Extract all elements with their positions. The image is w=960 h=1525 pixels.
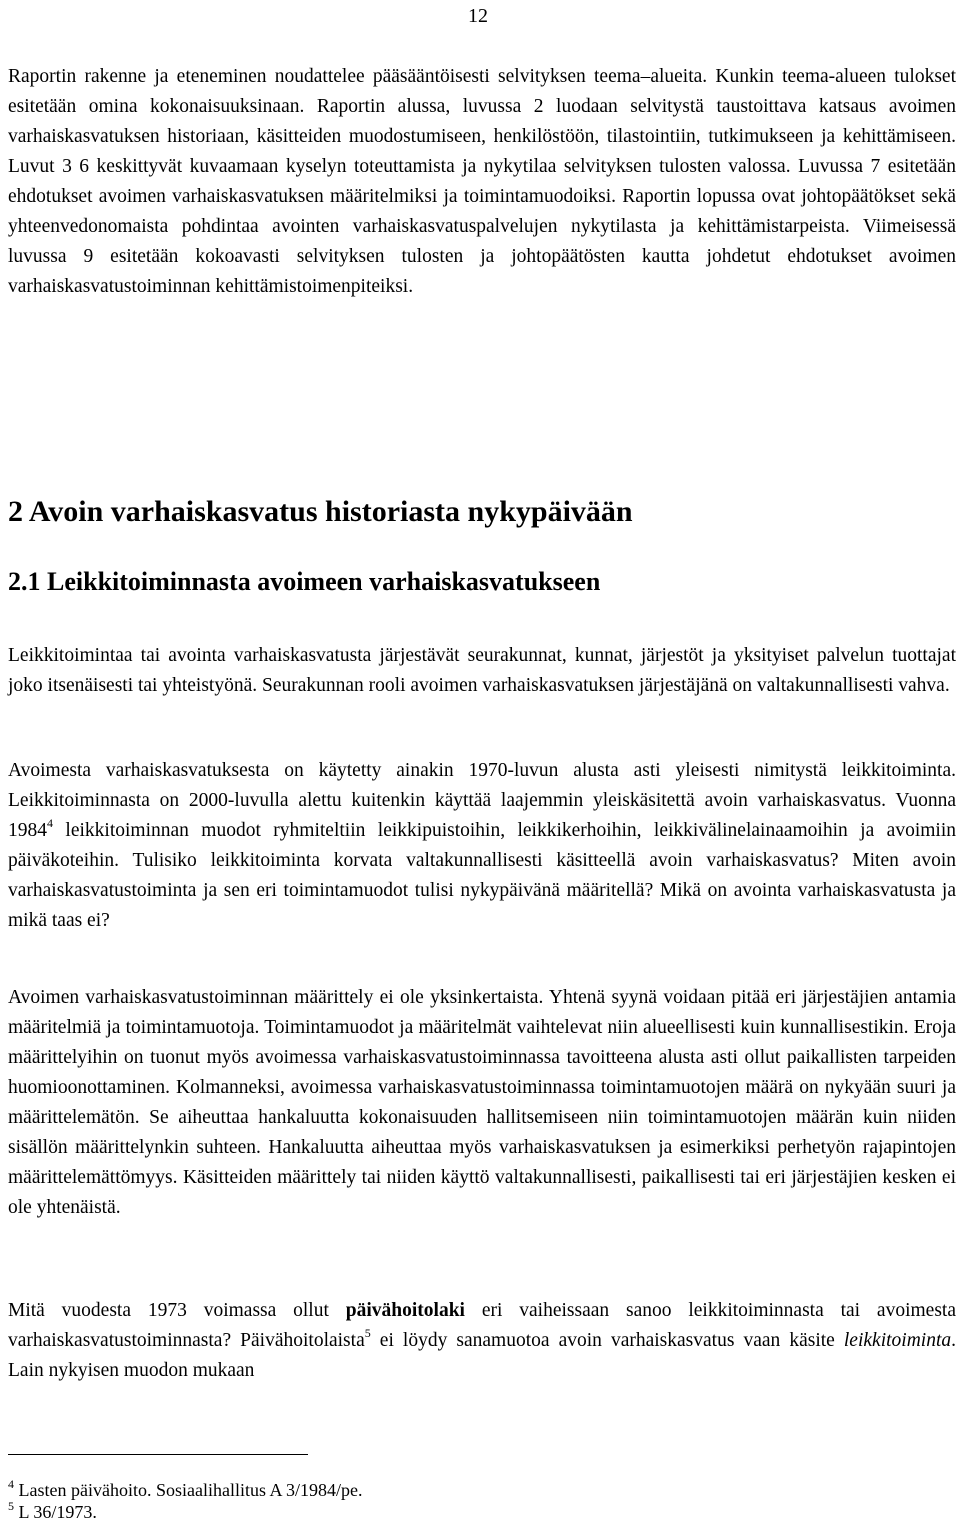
footnote-mark: 4	[8, 1477, 14, 1491]
footnote-reference: 5	[364, 1326, 371, 1340]
chapter-heading: 2 Avoin varhaiskasvatus historiasta nykypäivään	[8, 495, 633, 528]
section-paragraph-3: Avoimen varhaiskasvatustoiminnan määrittely ei ole yksinkertaista. Yhtenä syynä voidaan pitää eri järjestäjien antamia määritelmiä ja toimintamuotoja. Toimintamuodot ja määritelmät vaihtelevat niin alueellisesti kuin kunnallisestikin. Eroja määrittelyihin on tuonut myös avoimessa varhaiskasvatustoiminnassa tavoitteena alusta asti ollut paikallisten tarpeiden huomioonottaminen. Kolmanneksi, avoimessa varhaiskasvatustoiminnassa toimintamuotojen määrä on nykyään suuri ja määrittelemätön. Se aiheuttaa hankaluutta kokonaisuuden hallitsemiseen niin toimintamuotojen määrän kuin niiden sisällön määrittelynkin suhteen. Hankaluutta aiheuttaa myös varhaiskasvatuksen ja esimerkiksi perhetyön rajapintojen määrittelemättömyys. Käsitteiden määrittely tai niiden käyttö valtakunnallisesti, paikallisesti tai eri järjestäjien kesken ei ole yhtenäistä.	[8, 987, 956, 1218]
page-number: 12	[468, 5, 488, 27]
bold-term: päivähoitolaki	[345, 1300, 465, 1321]
paragraph-text: eri vaiheissaan sanoo leikkitoiminnasta tai avoimesta varhaiskasvatustoiminnasta? Päivähoitolaista	[8, 1300, 956, 1351]
footnote-text: L 36/1973.	[18, 1502, 97, 1522]
footnote	[8, 1478, 362, 1502]
footnote-separator	[8, 1454, 308, 1455]
section-paragraph-2	[8, 756, 956, 936]
document-page	[8, 0, 956, 1525]
footnote-text: Lasten päivähoito. Sosiaalihallitus A 3/1984/pe.	[18, 1480, 363, 1500]
paragraph-text: Mitä vuodesta 1973 voimassa ollut	[8, 1300, 346, 1321]
paragraph-text: ei löydy sanamuotoa avoin varhaiskasvatus vaan käsite	[370, 1330, 844, 1351]
intro-paragraph: Raportin rakenne ja eteneminen noudattelee pääsääntöisesti selvityksen teema–alueita. Kunkin teema-alueen tulokset esitetään omina kokonaisuuksinaan. Raportin alussa, luvussa 2 luodaan selvitystä taustoittava katsaus avoimen varhaiskasvatuksen historiaan, käsitteiden muodostumiseen, henkilöstöön, tilastointiin, tutkimukseen ja kehittämiseen. Luvut 3 6 keskittyvät kuvaamaan kyselyn toteuttamista ja nykytilaa selvityksen tulosten valossa. Luvussa 7 esitetään ehdotukset avoimen varhaiskasvatuksen määritelmiksi ja toimintamuodoiksi. Raportin lopussa ovat johtopäätökset sekä yhteenvedonomaista pohdintaa avointen varhaiskasvatuspalvelujen nykytilasta ja kehittämistarpeista. Viimeisessä luvussa 9 esitetään kokoavasti selvityksen tulosten ja johtopäätösten kautta johdetut ehdotukset avoimen varhaiskasvatustoiminnan kehittämistoimenpiteiksi.	[8, 66, 956, 297]
section-heading: 2.1 Leikkitoiminnasta avoimeen varhaiskasvatukseen	[8, 567, 601, 596]
italic-term: leikkitoiminta	[843, 1330, 952, 1351]
footnote	[8, 1500, 97, 1524]
paragraph-text: . Lain nykyisen muodon mukaan	[8, 1330, 956, 1381]
section-paragraph-1: Leikkitoimintaa tai avointa varhaiskasvatusta järjestävät seurakunnat, kunnat, järjestöt ja yksityiset palvelun tuottajat joko itsenäisesti tai yhteistyönä. Seurakunnan rooli avoimen varhaiskasvatuksen järjestäjänä on valtakunnallisesti vahva.	[8, 645, 956, 696]
paragraph-text: leikkitoiminnan muodot ryhmiteltiin leikkipuistoihin, leikkikerhoihin, leikkivälinelainaamoihin ja avoimiin päiväkoteihin. Tulisiko leikkitoiminta korvata valtakunnallisesti käsitteellä avoin varhaiskasvatus? Miten avoin varhaiskasvatustoiminta ja sen eri toimintamuodot tulisi nykypäivänä määritellä? Mikä on avointa varhaiskasvatusta ja mikä taas ei?	[8, 820, 956, 931]
section-paragraph-4	[8, 1296, 956, 1386]
footnote-mark: 5	[8, 1499, 14, 1513]
footnote-reference: 4	[47, 816, 53, 830]
paragraph-text: Avoimesta varhaiskasvatuksesta on käytetty ainakin 1970-luvun alusta asti yleisesti nimitystä leikkitoiminta. Leikkitoiminnasta on 2000-luvulla alettu kuitenkin käyttää laajemmin yleiskäsitettä avoin varhaiskasvatus. Vuonna 1984	[8, 760, 956, 841]
